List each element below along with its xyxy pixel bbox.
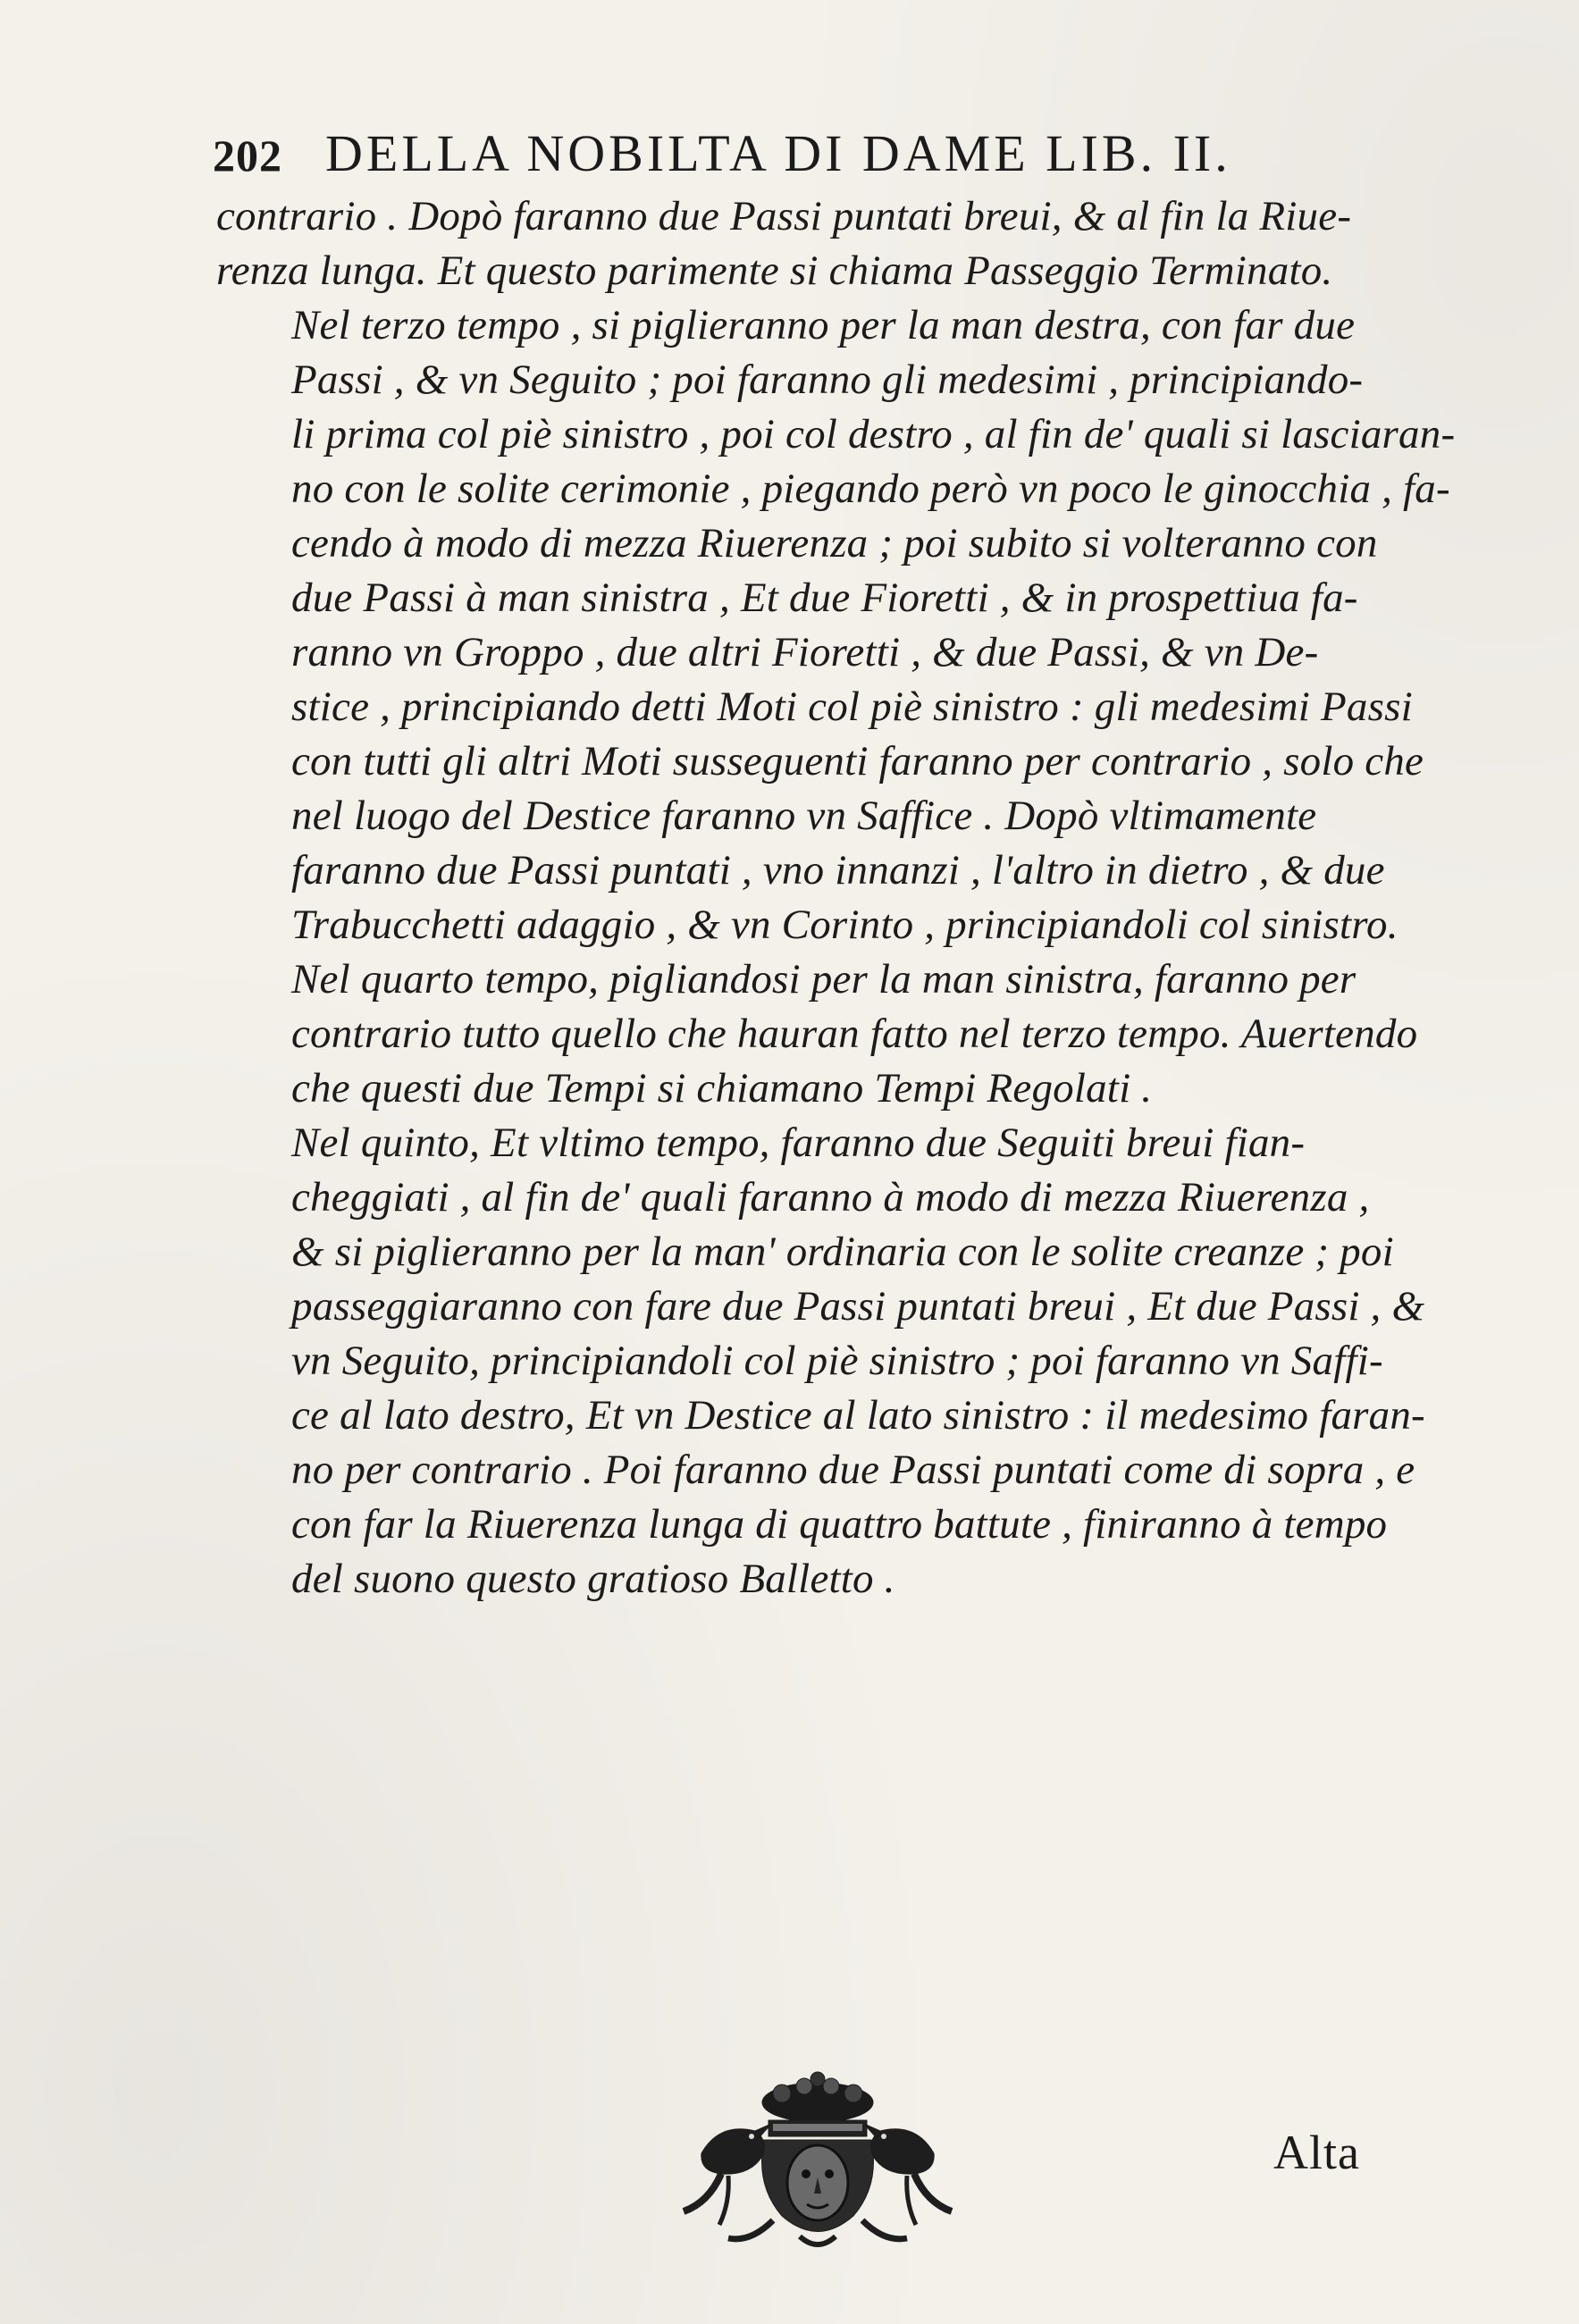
text-line: con tutti gli altri Moti susseguenti faranno per contrario , solo che <box>291 738 1424 784</box>
paragraph-3 <box>216 952 1440 1116</box>
text-line: che questi due Tempi si chiamano Tempi Regolati . <box>291 1065 1153 1112</box>
text-line: no con le solite cerimonie , piegando però vn poco le ginocchia , fa- <box>291 466 1450 512</box>
text-line: nel luogo del Destice faranno vn Saffice . Dopò vltimamente <box>291 793 1317 839</box>
page-number: 202 <box>213 130 282 180</box>
text-line: Passi , & vn Seguito ; poi faranno gli medesimi , principiando- <box>291 357 1364 403</box>
text-line: stice , principiando detti Moti col piè sinistro : gli medesimi Passi <box>291 684 1413 730</box>
text-line: cendo à modo di mezza Riuerenza ; poi subito si volteranno con <box>291 520 1378 566</box>
running-title: DELLA NOBILTA DI DAME LIB. II. <box>325 124 1231 182</box>
text-line: passeggiaranno con fare due Passi puntati breui , Et due Passi , & <box>291 1283 1425 1330</box>
text-line: vn Seguito, principiandoli col piè sinistro ; poi faranno vn Saffi- <box>291 1338 1383 1384</box>
text-line: faranno due Passi puntati , vno innanzi , l'altro in dietro , & due <box>291 847 1385 894</box>
text-line: Nel quinto, Et vltimo tempo, faranno due Seguiti breui fian- <box>291 1120 1306 1166</box>
text-line: ranno vn Groppo , due altri Fioretti , & due Passi, & vn De- <box>291 629 1319 675</box>
body-text <box>216 189 1456 1607</box>
text-line: Trabucchetti adaggio , & vn Corinto , principiandoli col sinistro. <box>291 902 1398 948</box>
text-line: li prima col piè sinistro , poi col destro , al fin de' quali si lasciaran- <box>291 411 1456 457</box>
text-line: no per contrario . Poi faranno due Passi puntati come di sopra , e <box>291 1447 1415 1493</box>
paragraph-1 <box>216 189 1440 298</box>
text-line: & si piglieranno per la man' ordinaria con le solite creanze ; poi <box>291 1229 1394 1275</box>
page-header <box>213 123 1383 186</box>
paragraph-2 <box>216 298 1456 952</box>
text-line: del suono questo gratioso Balletto . <box>291 1556 895 1602</box>
text-line: contrario tutto quello che hauran fatto nel terzo tempo. Auertendo <box>291 1011 1418 1057</box>
text-line: renza lunga. Et questo parimente si chiama Passeggio Terminato. <box>216 248 1333 294</box>
text-line: contrario . Dopò faranno due Passi puntati breui, & al fin la Riue- <box>216 193 1352 239</box>
text-line: con far la Riuerenza lunga di quattro battute , finiranno à tempo <box>291 1501 1388 1548</box>
text-line: cheggiati , al fin de' quali faranno à modo di mezza Riuerenza , <box>291 1174 1370 1221</box>
paragraph-4 <box>216 1116 1440 1607</box>
text-line: ce al lato destro, Et vn Destice al lato sinistro : il medesimo faran- <box>291 1392 1425 1439</box>
woodcut-ornament-icon <box>666 2068 970 2256</box>
text-line: Nel quarto tempo, pigliandosi per la man sinistra, faranno per <box>291 956 1356 1003</box>
catchword: Alta <box>1273 2126 1360 2179</box>
text-line: Nel terzo tempo , si piglieranno per la man destra, con far due <box>291 302 1356 348</box>
text-line: due Passi à man sinistra , Et due Fioretti , & in prospettiua fa- <box>291 575 1358 621</box>
